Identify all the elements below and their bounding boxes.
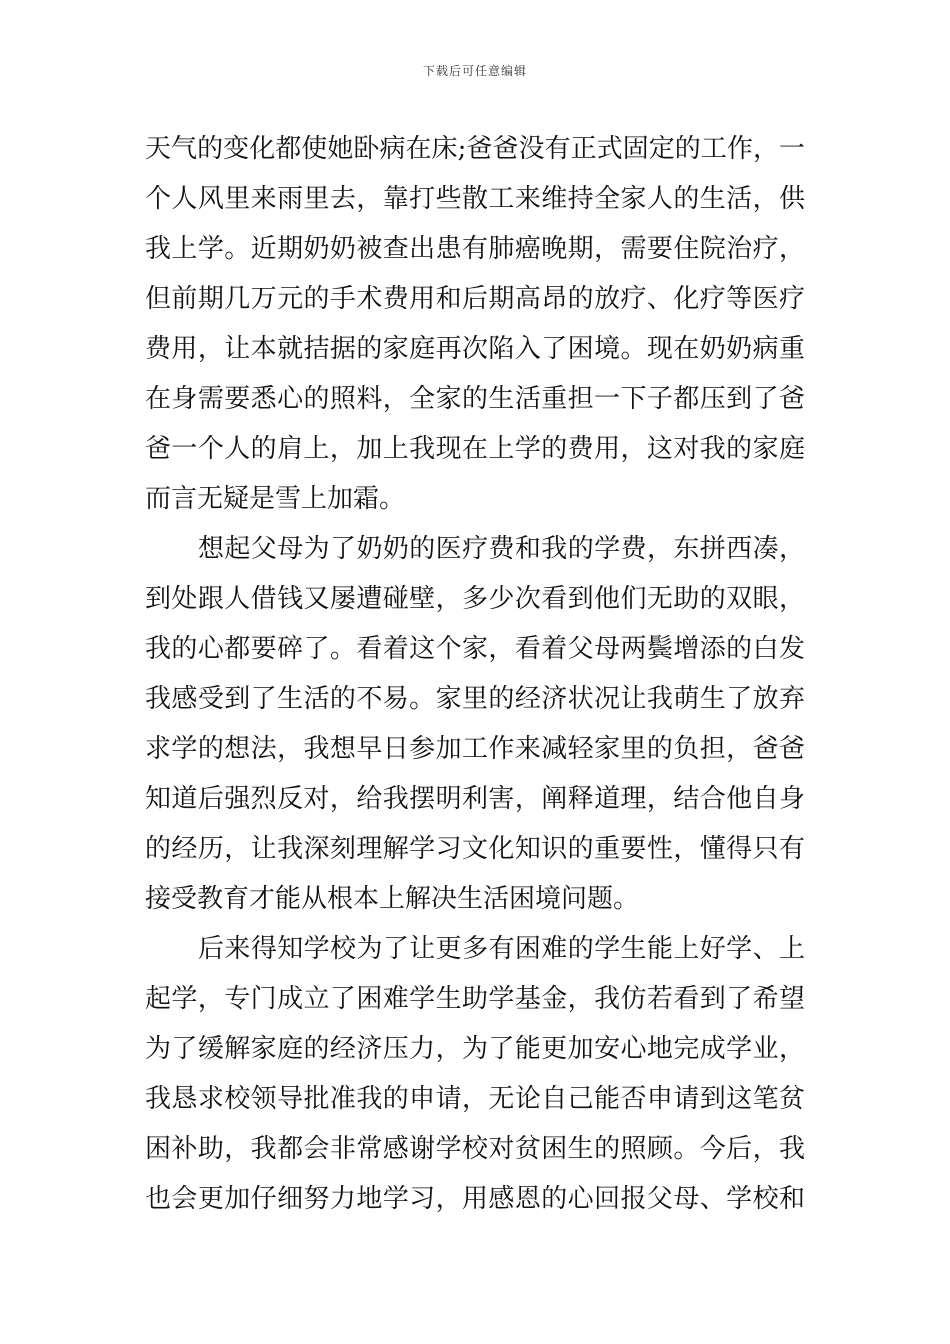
text-line: 我上学。近期奶奶被查出患有肺癌晚期，需要住院治疗， bbox=[145, 234, 805, 264]
text-line: 困补助，我都会非常感谢学校对贫困生的照顾。今后，我 bbox=[145, 1134, 805, 1164]
text-line: 天气的变化都使她卧病在床;爸爸没有正式固定的工作，一 bbox=[145, 134, 805, 164]
text-line: 想起父母为了奶奶的医疗费和我的学费，东拼西凑， bbox=[198, 534, 805, 564]
text-line: 起学，专门成立了困难学生助学基金，我仿若看到了希望 bbox=[145, 984, 805, 1014]
text-line: 到处跟人借钱又屡遭碰壁，多少次看到他们无助的双眼， bbox=[145, 584, 805, 614]
text-line: 知道后强烈反对，给我摆明利害，阐释道理，结合他自身 bbox=[145, 784, 805, 814]
text-line: 也会更加仔细努力地学习，用感恩的心回报父母、学校和 bbox=[145, 1184, 805, 1214]
text-line: 费用，让本就拮据的家庭再次陷入了困境。现在奶奶病重 bbox=[145, 334, 805, 364]
page-header: 下载后可任意编辑 bbox=[422, 64, 527, 78]
text-line: 为了缓解家庭的经济压力，为了能更加安心地完成学业， bbox=[145, 1034, 805, 1064]
text-line: 个人风里来雨里去，靠打些散工来维持全家人的生活，供 bbox=[145, 184, 805, 214]
paragraph-2 bbox=[145, 524, 805, 924]
text-line: 我感受到了生活的不易。家里的经济状况让我萌生了放弃 bbox=[145, 684, 805, 714]
text-line: 求学的想法，我想早日参加工作来减轻家里的负担，爸爸 bbox=[145, 734, 805, 764]
paragraph-3 bbox=[145, 924, 805, 1224]
text-line: 而言无疑是雪上加霜。 bbox=[145, 484, 406, 514]
text-line: 后来得知学校为了让更多有困难的学生能上好学、上 bbox=[198, 934, 805, 964]
document-body bbox=[145, 124, 805, 1224]
text-line: 的经历，让我深刻理解学习文化知识的重要性，懂得只有 bbox=[145, 834, 805, 864]
text-line: 接受教育才能从根本上解决生活困境问题。 bbox=[145, 884, 640, 914]
text-line: 爸一个人的肩上，加上我现在上学的费用，这对我的家庭 bbox=[145, 434, 805, 464]
text-line: 我恳求校领导批准我的申请，无论自己能否申请到这笔贫 bbox=[145, 1084, 805, 1114]
text-line: 我的心都要碎了。看着这个家，看着父母两鬓增添的白发 bbox=[145, 634, 805, 664]
text-line: 但前期几万元的手术费用和后期高昂的放疗、化疗等医疗 bbox=[145, 284, 805, 314]
text-line: 在身需要悉心的照料，全家的生活重担一下子都压到了爸 bbox=[145, 384, 805, 414]
paragraph-1 bbox=[145, 124, 805, 524]
